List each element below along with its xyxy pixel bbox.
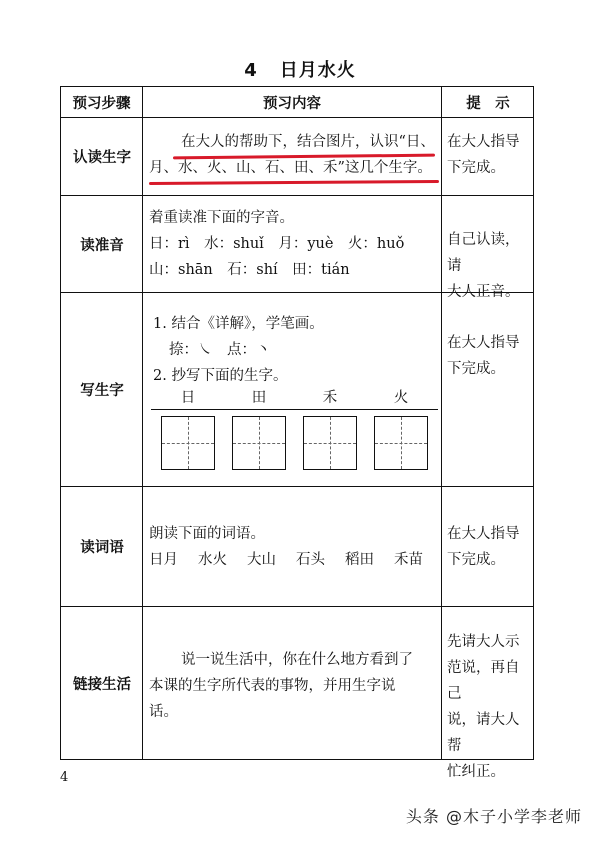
char-practice-4[interactable] [374, 387, 428, 470]
word-item: 稻田 [345, 552, 374, 568]
char-rule [293, 409, 367, 410]
row-content-write [143, 311, 441, 389]
header-content: 预习内容 [263, 95, 321, 112]
lesson-number: 4 [244, 60, 258, 81]
hint-line: 先请大人示 [447, 634, 520, 650]
lesson-title [0, 56, 600, 82]
hint-line: 下完成。 [447, 361, 505, 377]
row-label-recognize: 认读生字 [73, 150, 131, 166]
row-hint-life [443, 629, 533, 785]
hint-line: 下完成。 [447, 160, 505, 176]
row-hint-words [443, 521, 533, 573]
row-hint-recognize [443, 129, 533, 181]
row-hint-pronounce [443, 227, 533, 305]
content-line: 说一说生活中，你在什么地方看到了 [181, 652, 413, 668]
word-item: 禾苗 [394, 552, 423, 568]
hint-line: 自己认读，请 [447, 232, 520, 274]
word-item: 水火 [198, 552, 227, 568]
hint-line: 范说，再自己 [447, 660, 520, 702]
row-label-life: 链接生活 [73, 676, 131, 693]
header-hint: 提 示 [466, 95, 510, 112]
stroke-line: 捺：㇏ 点：丶 [169, 342, 271, 358]
word-item: 日月 [149, 552, 178, 568]
row-label-write: 写生字 [80, 383, 124, 399]
practice-char: 日 [180, 390, 196, 406]
pinyin-line: 山：shān 石：shí 田：tián [149, 262, 350, 278]
header-step: 预习步骤 [72, 95, 131, 112]
row-content-life [143, 647, 441, 725]
row-hint-write [443, 330, 533, 382]
hint-line: 说，请大人帮 [447, 712, 520, 754]
column-divider [441, 87, 442, 759]
char-practice-1[interactable] [161, 387, 215, 470]
hint-line: 在大人指导 [447, 526, 520, 542]
tian-grid-box[interactable] [161, 416, 215, 470]
preview-table [60, 86, 534, 780]
word-item: 石头 [296, 552, 325, 568]
row-label-words: 读词语 [80, 540, 124, 556]
practice-char: 火 [393, 390, 409, 406]
content-line: 朗读下面的词语。 [149, 526, 265, 542]
content-line: 话。 [149, 704, 178, 720]
row-label-pronounce: 读准音 [80, 237, 124, 254]
hint-line: 大人正音。 [447, 284, 520, 300]
hint-line: 在大人指导 [447, 134, 520, 150]
watermark: 头条 @木子小学李老师 [405, 807, 582, 826]
row-content-pronounce [143, 205, 441, 283]
content-line: 1. 结合《详解》，学笔画。 [153, 316, 324, 332]
content-line: 2. 抄写下面的生字。 [153, 368, 288, 384]
practice-char: 田 [251, 390, 267, 406]
content-line: 着重读准下面的字音。 [149, 210, 294, 226]
char-rule [364, 409, 438, 410]
char-practice-3[interactable] [303, 387, 357, 470]
char-rule [222, 409, 296, 410]
content-line: 月、水、火、山、石、田、禾”这几个生字。 [149, 160, 432, 176]
char-practice-2[interactable] [232, 387, 286, 470]
hint-line: 忙纠正。 [447, 764, 505, 780]
word-list [143, 547, 441, 573]
row-content-words [143, 521, 441, 573]
practice-char: 禾 [322, 390, 338, 406]
pinyin-line: 日：rì 水：shuǐ 月：yuè 火：huǒ [149, 236, 405, 252]
content-line: 本课的生字所代表的事物，并用生字说 [149, 678, 396, 694]
lesson-name: 日月水火 [279, 60, 356, 81]
tian-grid-box[interactable] [232, 416, 286, 470]
hint-line: 下完成。 [447, 552, 505, 568]
tian-grid-box[interactable] [374, 416, 428, 470]
word-item: 大山 [247, 552, 276, 568]
red-underline [149, 180, 439, 185]
tian-grid-box[interactable] [303, 416, 357, 470]
page-number: 4 [60, 770, 69, 785]
content-line: 在大人的帮助下，结合图片，认识“日、 [181, 134, 435, 150]
char-rule [151, 409, 225, 410]
hint-line: 在大人指导 [447, 335, 520, 351]
